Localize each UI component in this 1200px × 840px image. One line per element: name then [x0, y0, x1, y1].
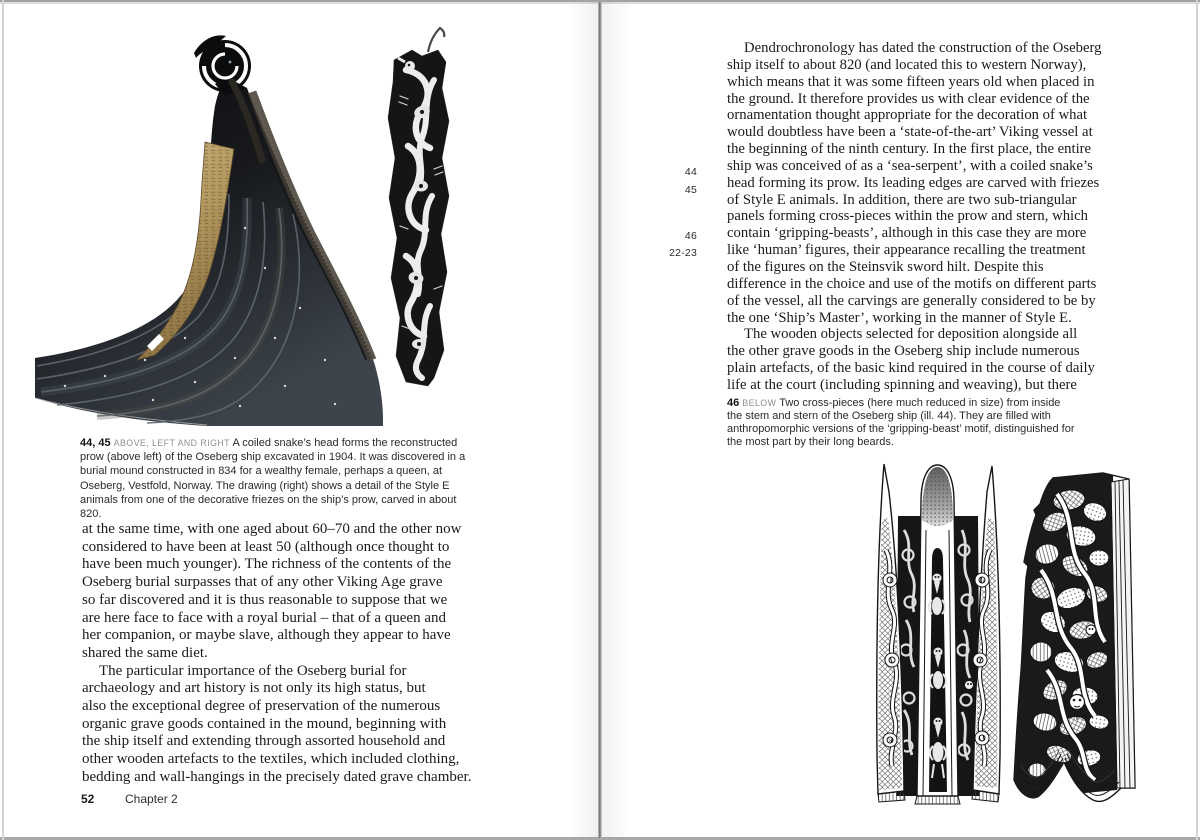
caption-ref: 44, 45: [80, 437, 111, 449]
margin-ref-22-23: 22-23: [669, 247, 697, 259]
body-text-left: [82, 521, 471, 787]
caption-position-label: ABOVE, LEFT AND RIGHT: [113, 438, 230, 448]
paragraph: The wooden objects selected for deposition alongside all the other grave goods in the Oseberg ship include numerous plain artefacts, of the basic kind required in the course of daily life at the court (including spinning and weaving), but there: [727, 326, 1095, 393]
left-wing: [877, 464, 904, 794]
oseberg-prow-photo: [35, 8, 383, 426]
gutter-shadow-left: [568, 2, 598, 838]
central-column: [917, 465, 958, 796]
style-e-frieze-drawing: [372, 26, 478, 398]
gutter-shadow-right: [602, 2, 632, 838]
paragraph: at the same time, with one aged about 60–70 and the other now considered to have been at least 50 (although once thought to have been much younger). The richness of the contents of the Oseberg burial surpasses that of any other Viking Age grave so far discovered and it is thus reasonable to suppose that we are here face to face with a royal burial – that of a queen and her companion, or maybe slave, although they appear to have shared the same diet.: [82, 521, 462, 661]
caption-ref: 46: [727, 397, 740, 409]
caption-text: Two cross-pieces (here much reduced in size) from inside the stem and stern of the Oseberg ship (ill. 44). They are filled with anthropomorphic versions of the ‘gripping-beast’ motif, distinguished for the most part by their long beards.: [727, 397, 1075, 448]
gripping-beast-interlace: [1011, 472, 1117, 800]
page-number: 52: [81, 792, 95, 806]
caption-text: A coiled snake’s head forms the reconstructed prow (above left) of the Oseberg ship excavated in 1904. It was discovered in a burial mound constructed in 834 for a wealthy female, perhaps a queen, at Oseberg, Vestfold, Norway. The drawing (right) shows a detail of the Style E animals from one of the decorative friezes on the ship’s prow, carved in about 820.: [80, 437, 466, 521]
prow-spiral: [194, 35, 251, 96]
scan-edge-left: [2, 0, 4, 840]
small-beast-face: [965, 681, 973, 689]
margin-illustration-refs: [648, 0, 697, 320]
margin-ref-44: 44: [684, 166, 697, 178]
chapter-label: Chapter 2: [125, 792, 178, 806]
paragraph: Dendrochronology has dated the construction of the Oseberg ship itself to about 820 (and located this to western Norway), which means that it was some fifteen years old when placed in the ground. It therefore provides us with clear evidence of the ornamentation thought appropriate for the decoration of what would doubtless have been a ‘state-of-the-art’ Viking vessel at the beginning of the ninth century. In the first place, the entire ship was conceived of as a ‘sea-serpent’, with a coiled snake’s head forming its prow. Its leading edges are carved with friezes of Style E animals. In addition, there are two sub-triangular panels forming cross-pieces within the prow and stern, which contain ‘gripping-beasts’, although in this case they are more like ‘human’ figures, their appearance recalling the treatment of the figures on the Steinsvik sword hilt. Despite this difference in the choice and use of the motifs on different parts of the vessel, all the carvings are generally considered to be by the one ‘Ship’s Master’, working in the manner of Style E.: [727, 40, 1102, 326]
frieze-lappet: [428, 28, 444, 52]
crosspiece-right-drawing: [1007, 470, 1155, 810]
figure-caption-46: [727, 397, 1075, 449]
crosspiece-left-drawing: [874, 460, 1006, 808]
scan-edge-right: [1196, 0, 1198, 840]
book-gutter: [598, 2, 602, 838]
margin-ref-46: 46: [684, 230, 697, 242]
figure-caption-44-45: [80, 436, 476, 521]
caption-position-label: BELOW: [742, 398, 777, 408]
paragraph: The particular importance of the Oseberg burial for archaeology and art history is not only its high status, but also the exceptional degree of preservation of the numerous organic grave goods contained in the mound, beginning with the ship itself and extending through assorted household and other wooden artefacts to the textiles, which included clothing, bedding and wall-hangings in the precisely dated grave chamber.: [82, 662, 472, 785]
body-text-right: [727, 40, 1101, 394]
margin-ref-45: 45: [684, 184, 697, 196]
